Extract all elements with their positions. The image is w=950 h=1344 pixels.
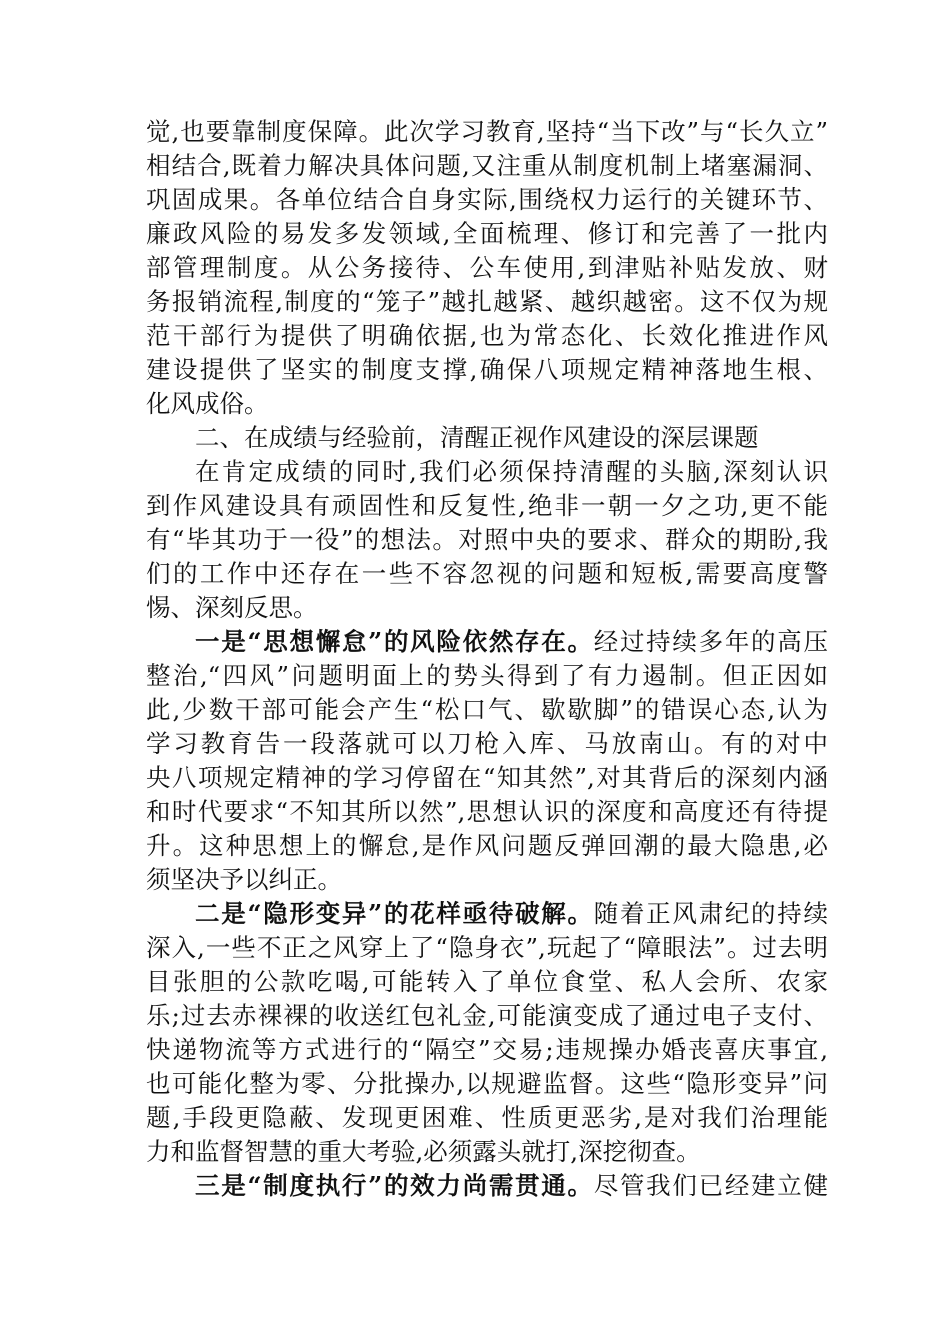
line-text: 尽管我们已经建立健 <box>593 1171 828 1200</box>
text-line <box>146 1135 828 1169</box>
line-text: 题,手段更隐蔽、发现更困难、性质更恶劣,是对我们治理能 <box>146 1103 828 1132</box>
line-text: 目张胆的公款吃喝,可能转入了单位食堂、私人会所、农家 <box>146 967 828 996</box>
line-text: 巩固成果。各单位结合自身实际,围绕权力运行的关键环节、 <box>146 185 828 214</box>
line-text: 乐;过去赤裸裸的收送红包礼金,可能演变成了通过电子支付、 <box>146 1001 828 1030</box>
text-line <box>146 693 828 727</box>
line-text: 相结合,既着力解决具体问题,又注重从制度机制上堵塞漏洞、 <box>146 151 828 180</box>
line-text: 觉,也要靠制度保障。此次学习教育,坚持“当下改”与“长久立” <box>146 117 828 146</box>
text-line <box>146 353 828 387</box>
text-line <box>146 1067 828 1101</box>
text-line <box>146 1101 828 1135</box>
line-text: 随着正风肃纪的持续 <box>593 899 828 928</box>
bold-lead-phrase: 三是“制度执行”的效力尚需贯通。 <box>195 1171 594 1200</box>
text-line <box>146 319 828 353</box>
text-line <box>146 931 828 965</box>
text-line <box>146 523 828 557</box>
line-text: 深入,一些不正之风穿上了“隐身衣”,玩起了“障眼法”。过去明 <box>146 933 828 962</box>
text-line <box>146 659 828 693</box>
text-line <box>146 625 828 659</box>
text-line <box>146 829 828 863</box>
text-line <box>146 149 828 183</box>
text-line <box>146 1169 828 1203</box>
line-text: 须坚决予以纠正。 <box>146 865 342 894</box>
text-line <box>146 897 828 931</box>
bold-lead-phrase: 二是“隐形变异”的花样亟待破解。 <box>195 899 594 928</box>
line-text: 整治,“四风”问题明面上的势头得到了有力遏制。但正因如 <box>146 661 828 690</box>
text-line <box>146 761 828 795</box>
text-line <box>146 795 828 829</box>
line-text: 快递物流等方式进行的“隔空”交易;违规操办婚丧喜庆事宜, <box>146 1035 828 1064</box>
document-body <box>146 115 828 1203</box>
line-text: 建设提供了坚实的制度支撑,确保八项规定精神落地生根、 <box>146 355 828 384</box>
line-text: 学习教育告一段落就可以刀枪入库、马放南山。有的对中 <box>146 729 828 758</box>
text-line <box>146 999 828 1033</box>
line-text: 范干部行为提供了明确依据,也为常态化、长效化推进作风 <box>146 321 828 350</box>
text-line <box>146 115 828 149</box>
line-text: 务报销流程,制度的“笼子”越扎越紧、越织越密。这不仅为规 <box>146 287 828 316</box>
text-line <box>146 387 828 421</box>
line-text: 经过持续多年的高压 <box>593 627 828 656</box>
text-line <box>146 1033 828 1067</box>
line-text: 在肯定成绩的同时,我们必须保持清醒的头脑,深刻认识 <box>195 457 828 486</box>
line-text: 升。这种思想上的懈怠,是作风问题反弹回潮的最大隐患,必 <box>146 831 828 860</box>
line-text: 们的工作中还存在一些不容忽视的问题和短板,需要高度警 <box>146 559 828 588</box>
text-line <box>146 455 828 489</box>
line-text: 有“毕其功于一役”的想法。对照中央的要求、群众的期盼,我 <box>146 525 828 554</box>
line-text: 和时代要求“不知其所以然”,思想认识的深度和高度还有待提 <box>146 797 828 826</box>
document-page <box>146 115 828 1203</box>
text-line <box>146 727 828 761</box>
text-line <box>146 421 828 455</box>
line-text: 也可能化整为零、分批操办,以规避监督。这些“隐形变异”问 <box>146 1069 828 1098</box>
line-text: 化风成俗。 <box>146 389 269 418</box>
text-line <box>146 863 828 897</box>
line-text: 力和监督智慧的重大考验,必须露头就打,深挖彻查。 <box>146 1137 701 1166</box>
text-line <box>146 217 828 251</box>
line-text: 此,少数干部可能会产生“松口气、歇歇脚”的错误心态,认为 <box>146 695 828 724</box>
text-line <box>146 965 828 999</box>
line-text: 廉政风险的易发多发领域,全面梳理、修订和完善了一批内 <box>146 219 828 248</box>
line-text: 部管理制度。从公务接待、公车使用,到津贴补贴发放、财 <box>146 253 828 282</box>
text-line <box>146 285 828 319</box>
line-text: 到作风建设具有顽固性和反复性,绝非一朝一夕之功,更不能 <box>146 491 828 520</box>
line-text: 二、在成绩与经验前，清醒正视作风建设的深层课题 <box>195 423 759 452</box>
line-text: 央八项规定精神的学习停留在“知其然”,对其背后的深刻内涵 <box>146 763 828 792</box>
text-line <box>146 183 828 217</box>
bold-lead-phrase: 一是“思想懈怠”的风险依然存在。 <box>195 627 594 656</box>
text-line <box>146 489 828 523</box>
line-text: 惕、深刻反思。 <box>146 593 318 622</box>
text-line <box>146 557 828 591</box>
text-line <box>146 591 828 625</box>
text-line <box>146 251 828 285</box>
